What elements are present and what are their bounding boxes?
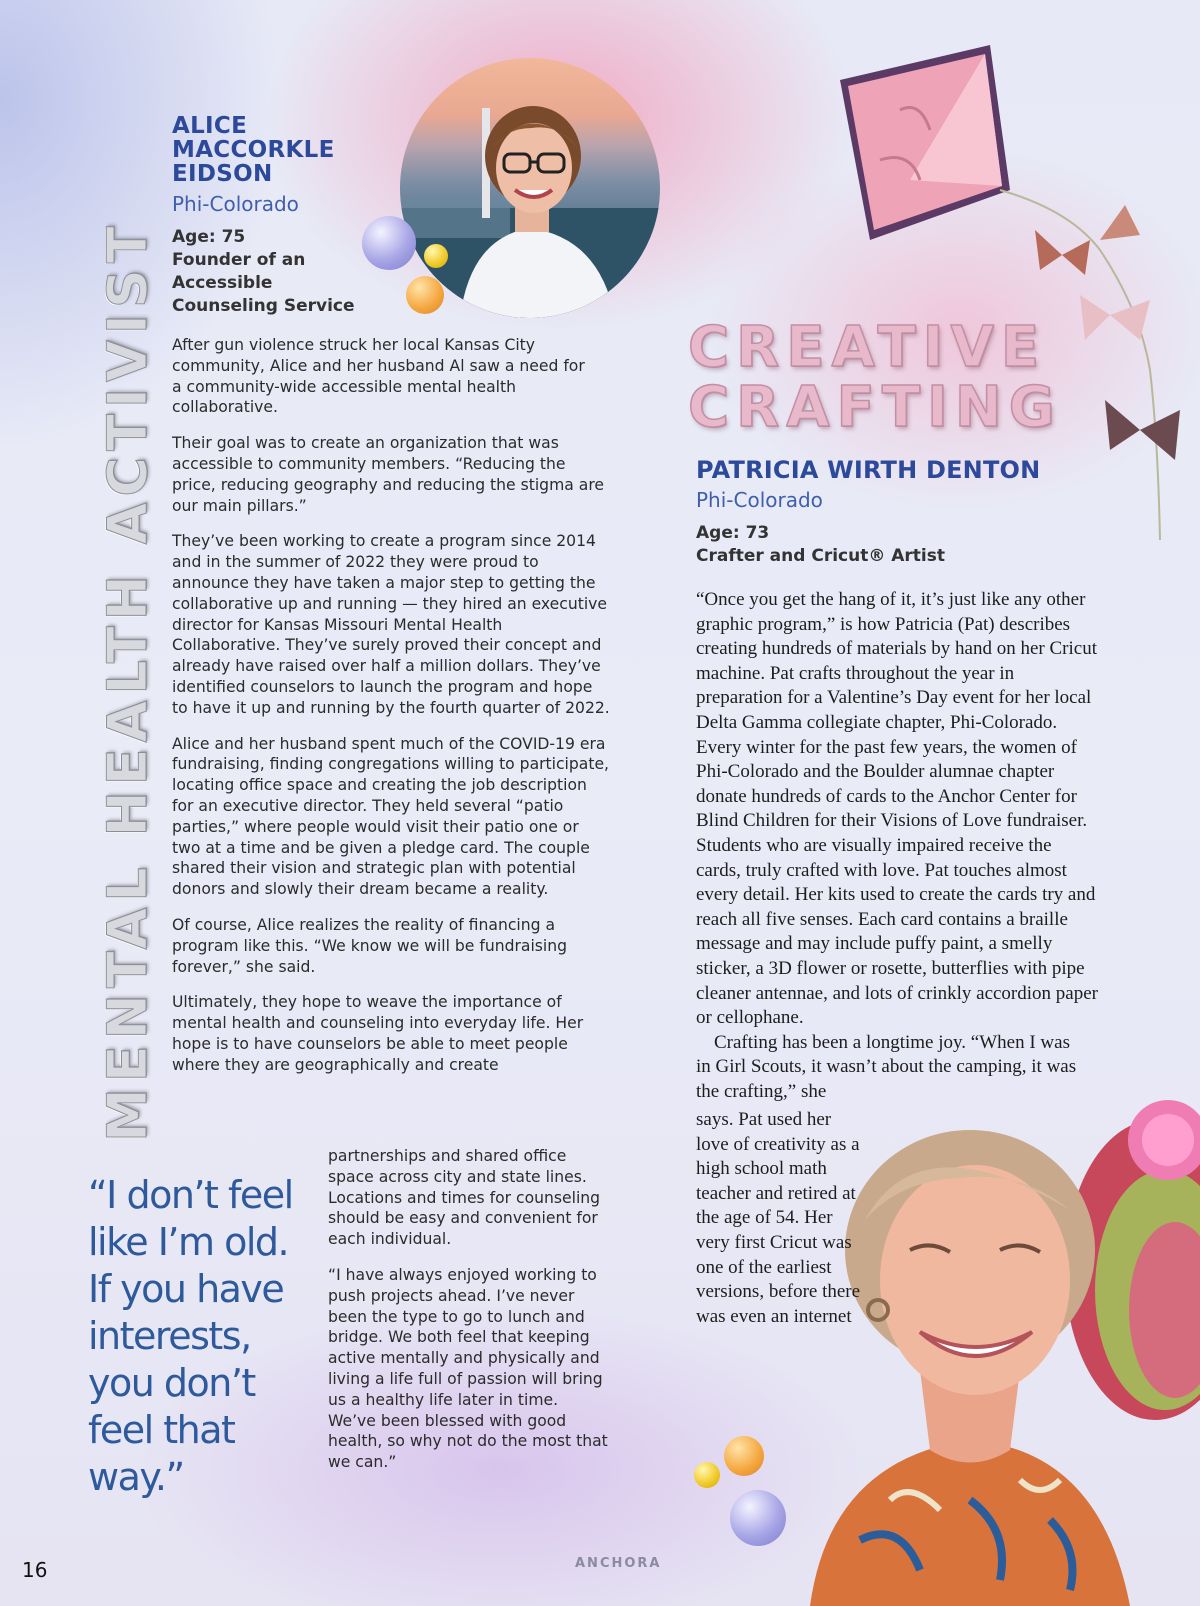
- alice-photo: [400, 58, 660, 318]
- section-title-mental-health-activist: MENTAL HEALTH ACTIVIST: [96, 220, 159, 1142]
- alice-article-body-narrow: [328, 1146, 608, 1488]
- page-number: 16: [22, 1558, 48, 1582]
- orange-sphere-bottom: [724, 1436, 764, 1476]
- alice-chapter: Phi-Colorado: [172, 192, 299, 216]
- pull-quote: “I don’t feel like I’m old. If you have interests, you don’t feel that way.”: [88, 1173, 293, 1499]
- alice-paragraph-4: Alice and her husband spent much of the COVID-19 era fundraising, finding congregations willing to participate, locating office space and creating the job description for an executive director. They held several “patio parties,” where people would visit their patio one or two at a time and be given a pledge card. The couple shared their vision and strategic plan with potential donors and slowly their dream became a reality.: [172, 734, 610, 899]
- patricia-article-body: [696, 588, 1100, 1104]
- patricia-name: PATRICIA WIRTH DENTON: [696, 456, 1041, 484]
- patricia-paragraph-2-continued: says. Pat used her love of creativity as a high school math teacher and retired at the age of 54. Her very first Cricut was one of the earliest versions, before there was even an internet: [696, 1109, 861, 1327]
- lavender-sphere-bottom: [730, 1490, 786, 1546]
- alice-paragraph-3: They’ve been working to create a program since 2014 and in the summer of 2022 they were proud to announce they have taken a major step to getting the collaborative up and running — they hired an executive director for Kansas Missouri Mental Health Collaborative. They’ve surely proved their concept and already have raised over half a million dollars. They’ve identified counselors to launch the program and hope to have it up and running by the fourth quarter of 2022.: [172, 532, 610, 717]
- alice-paragraph-2: Their goal was to create an organization that was accessible to community members. “Reducing the price, reducing geography and reducing the stigma are our main pillars.”: [172, 434, 604, 515]
- orange-sphere: [406, 276, 444, 314]
- heading-line-1: CREATIVE: [688, 315, 1047, 380]
- patricia-article-body-narrow: [696, 1108, 866, 1329]
- patricia-paragraph-2: Crafting has been a longtime joy. “When I was in Girl Scouts, it wasn’t about the camping, it was the crafting,” she: [696, 1031, 1077, 1102]
- publication-name: ANCHORA: [575, 1556, 662, 1571]
- alice-paragraph-6: Ultimately, they hope to weave the importance of mental health and counseling into everyday life. Her hope is to have counselors be able to meet people where they are geographically and create: [172, 993, 584, 1074]
- alice-paragraph-6-continued: partnerships and shared office space across city and state lines. Locations and times for counseling should be easy and convenient for each individual.: [328, 1147, 601, 1249]
- patricia-paragraph-1: “Once you get the hang of it, it’s just like any other graphic program,” is how Patricia (Pat) describes creating hundreds of materials by hand on her Cricut machine. Pat crafts throughout the year in preparation for a Valentine’s Day event for her local Delta Gamma collegiate chapter, Phi-Colorado. Every winter for the past few years, the women of Phi-Colorado and the Boulder alumnae chapter donate hundreds of cards to the Anchor Center for Blind Children for their Visions of Love fundraiser. Students who are visually impaired receive the cards, truly crafted with love. Pat touches almost every detail. Her kits used to create the cards try and reach all five senses. Each card contains a braille message and may include puffy paint, a smelly sticker, a 3D flower or rosette, butterflies with pipe cleaner antennae, and lots of crinkly accordion paper or cellophane.: [696, 589, 1098, 1029]
- alice-role: Founder of an Accessible Counseling Service: [172, 250, 355, 316]
- alice-portrait-illustration: [400, 58, 660, 318]
- alice-name: ALICE MACCORKLE EIDSON: [172, 113, 335, 187]
- alice-paragraph-7: “I have always enjoyed working to push projects ahead. I’ve never been the type to go to lunch and bridge. We both feel that keeping active mentally and physically and living a life full of passion will bring us a healthy life later in time. We’ve been blessed with good health, so why not do the most that we can.”: [328, 1265, 608, 1472]
- patricia-role: Crafter and Cricut® Artist: [696, 546, 945, 566]
- heading-line-2: CRAFTING: [688, 375, 1062, 440]
- patricia-age: Age: 73: [696, 523, 770, 543]
- yellow-sphere: [424, 244, 448, 268]
- patricia-chapter: Phi-Colorado: [696, 488, 823, 512]
- section-heading-creative-crafting: [688, 315, 1062, 440]
- yellow-sphere-bottom: [694, 1462, 720, 1488]
- alice-age: Age: 75: [172, 227, 246, 247]
- alice-article-body: [172, 335, 612, 1076]
- alice-paragraph-1: After gun violence struck her local Kansas City community, Alice and her husband Al saw a need for a community-wide accessible mental health collaborative.: [172, 336, 585, 417]
- alice-paragraph-5: Of course, Alice realizes the reality of financing a program like this. “We know we will be fundraising forever,” she said.: [172, 915, 568, 976]
